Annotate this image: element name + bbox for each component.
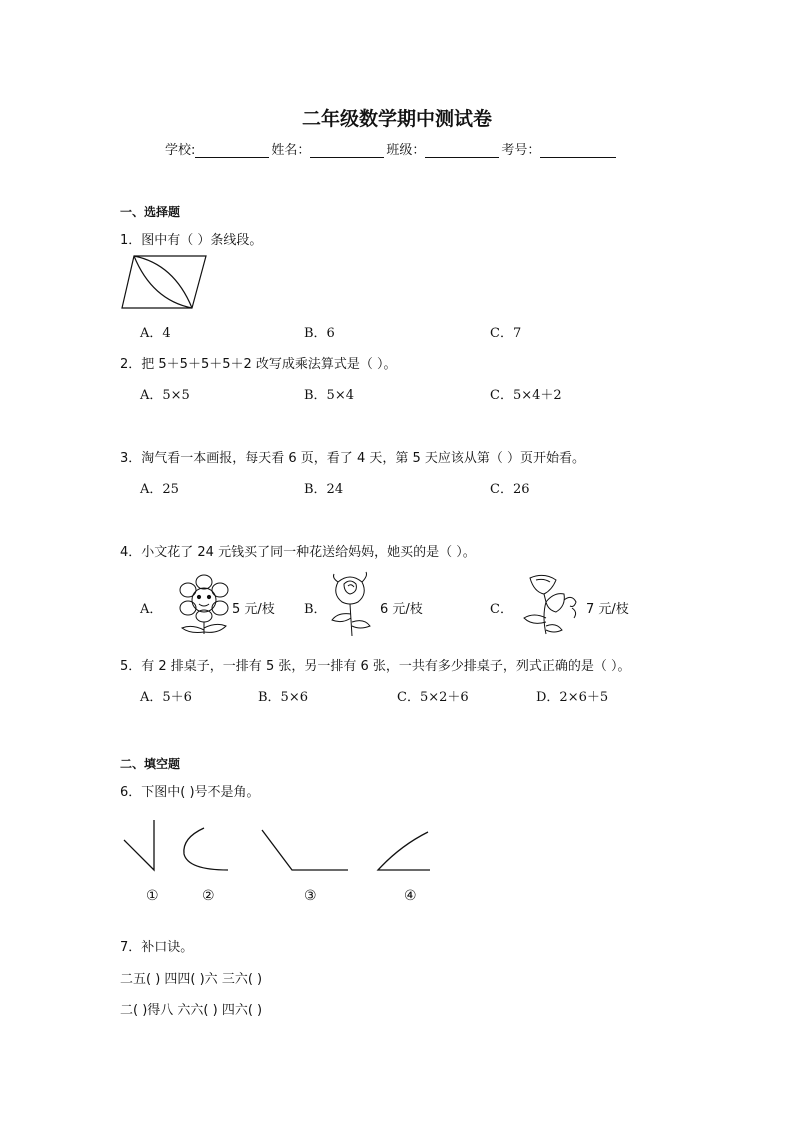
q4-option-a-letter[interactable]: A． <box>140 602 163 617</box>
parallelogram-figure <box>120 254 210 312</box>
q4-option-a-price: 5 元/枝 <box>232 602 275 617</box>
student-info-line <box>165 139 618 158</box>
q1-option-a[interactable]: A．4 <box>140 326 171 341</box>
morning-glory-icon <box>516 572 582 636</box>
q7-stem: 7．补口诀。 <box>120 940 194 955</box>
q7-line-2[interactable]: 二( )得八 六六( ) 四六( ) <box>120 1003 263 1018</box>
q7-line-1[interactable]: 二五( ) 四四( )六 三六( ) <box>120 972 263 987</box>
q5-stem: 5．有 2 排桌子，一排有 5 张，另一排有 6 张，一共有多少排桌子，列式正确的是（ ）。 <box>120 659 631 674</box>
id-blank[interactable] <box>540 143 616 158</box>
figure-2-curve <box>184 828 228 870</box>
q2-option-c[interactable]: C．5×4＋2 <box>490 388 562 403</box>
q1-option-b[interactable]: B．6 <box>304 326 335 341</box>
figure-label-2: ② <box>202 888 215 904</box>
q3-option-b[interactable]: B．24 <box>304 482 344 497</box>
figure-label-3: ③ <box>304 888 317 904</box>
angle-figures <box>120 818 440 878</box>
q6-stem: 6．下图中( )号不是角。 <box>120 785 260 800</box>
q5-option-d[interactable]: D．2×6＋5 <box>536 690 609 705</box>
q1-option-c[interactable]: C．7 <box>490 326 522 341</box>
figure-1-angle <box>124 820 154 870</box>
info-label-name: 姓名： <box>271 143 311 158</box>
q5-option-c[interactable]: C．5×2＋6 <box>397 690 469 705</box>
info-label-school: 学校: <box>165 143 196 158</box>
q4-stem: 4．小文花了 24 元钱买了同一种花送给妈妈，她买的是（ ）。 <box>120 545 476 560</box>
q2-option-a[interactable]: A．5×5 <box>140 388 190 403</box>
q4-option-c-letter[interactable]: C． <box>490 602 513 617</box>
figure-3-angle <box>262 830 348 870</box>
section-fill-title: 二、填空题 <box>120 757 181 771</box>
q5-option-a[interactable]: A．5＋6 <box>140 690 192 705</box>
q2-option-b[interactable]: B．5×4 <box>304 388 354 403</box>
q2-stem: 2．把 5＋5＋5＋5＋2 改写成乘法算式是（ ）。 <box>120 357 397 372</box>
q3-option-a[interactable]: A．25 <box>140 482 179 497</box>
q1-stem: 1．图中有（ ）条线段。 <box>120 233 263 248</box>
figure-label-1: ① <box>146 888 159 904</box>
flower-face-icon <box>168 572 232 636</box>
q4-option-c-price: 7 元/枝 <box>586 602 629 617</box>
name-blank[interactable] <box>310 143 384 158</box>
q3-option-c[interactable]: C．26 <box>490 482 530 497</box>
school-blank[interactable] <box>195 143 269 158</box>
info-label-class: 班级： <box>386 143 426 158</box>
q5-option-b[interactable]: B．5×6 <box>258 690 308 705</box>
q4-option-b-letter[interactable]: B． <box>304 602 327 617</box>
class-blank[interactable] <box>425 143 499 158</box>
q4-option-b-price: 6 元/枝 <box>380 602 423 617</box>
section-choice-title: 一、选择题 <box>120 205 181 219</box>
figure-label-4: ④ <box>404 888 417 904</box>
info-label-id: 考号： <box>501 143 541 158</box>
rose-icon <box>324 570 376 638</box>
q3-stem: 3．淘气看一本画报，每天看 6 页，看了 4 天，第 5 天应该从第（ ）页开始看。 <box>120 451 586 466</box>
figure-4-angle <box>378 832 430 870</box>
page-title: 二年级数学期中测试卷 <box>301 108 492 130</box>
